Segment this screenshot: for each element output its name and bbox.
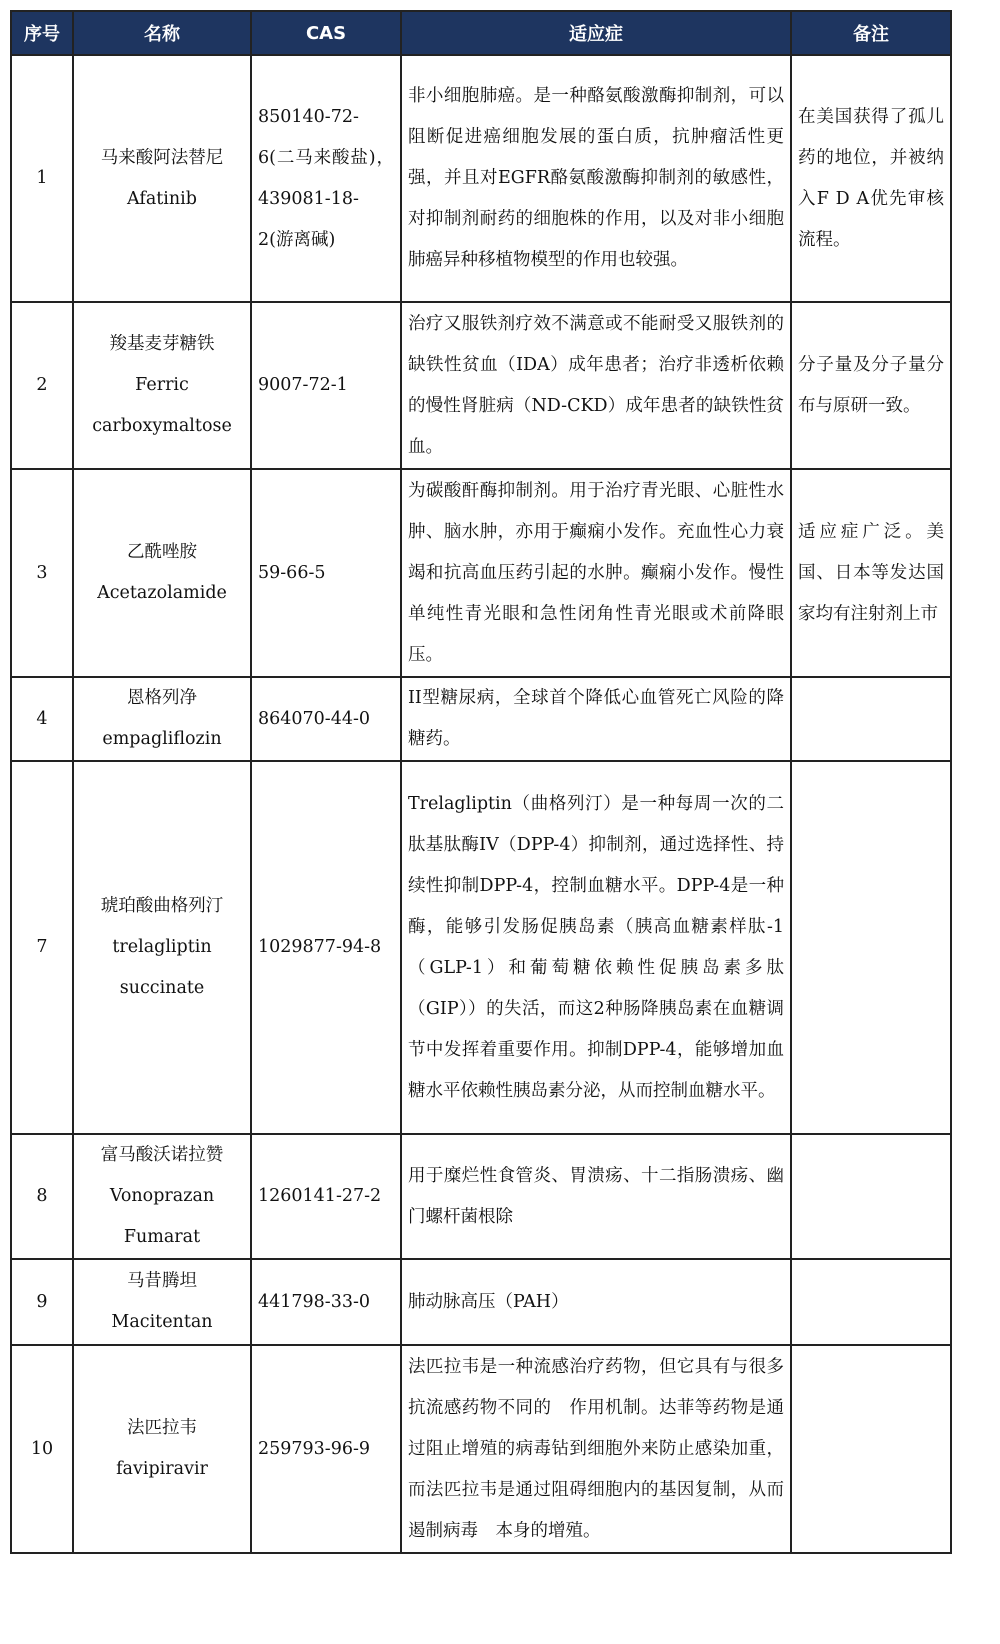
remark-text <box>791 677 951 761</box>
drug-name-cn: 琥珀酸曲格列汀 <box>100 896 224 916</box>
drug-name-cell <box>73 302 251 469</box>
cas-number: 1029877-94-8 <box>251 761 401 1134</box>
remark-text <box>791 761 951 1134</box>
drug-table <box>10 10 952 1554</box>
row-number: 3 <box>11 469 73 677</box>
header-indication: 适应症 <box>401 11 791 55</box>
drug-name-cn: 恩格列净 <box>127 688 197 708</box>
indication-text: 肺动脉高压（PAH） <box>401 1259 791 1345</box>
row-number: 9 <box>11 1259 73 1345</box>
drug-name-cell <box>73 1259 251 1345</box>
row-number: 1 <box>11 55 73 302</box>
indication-text: Trelagliptin（曲格列汀）是一种每周一次的二肽基肽酶IV（DPP-4）抑制剂，通过选择性、持续性抑制DPP-4，控制血糖水平。DPP-4是一种酶，能够引发肠促胰岛素（胰高血糖素样肽-1（GLP-1）和葡萄糖依赖性促胰岛素多肽（GIP））的失活，而这2种肠降胰岛素在血糖调节中发挥着重要作用。抑制DPP-4，能够增加血糖水平依赖性胰岛素分泌，从而控制血糖水平。 <box>401 761 791 1134</box>
drug-name-en: trelagliptin succinate <box>112 937 212 998</box>
indication-text: 法匹拉韦是一种流感治疗药物，但它具有与很多抗流感药物不同的 作用机制。达菲等药物是通过阻止增殖的病毒钻到细胞外来防止感染加重，而法匹拉韦是通过阻碍细胞内的基因复制，从而遏制病毒 本身的增殖。 <box>401 1345 791 1553</box>
header-no: 序号 <box>11 11 73 55</box>
remark-text: 适应症广泛。美国、日本等发达国家均有注射剂上市 <box>791 469 951 677</box>
drug-name-cn: 羧基麦芽糖铁 <box>109 334 215 354</box>
drug-name-cell <box>73 1345 251 1553</box>
cas-number: 1260141-27-2 <box>251 1134 401 1259</box>
table-row <box>11 1345 951 1553</box>
drug-name-cell <box>73 761 251 1134</box>
row-number: 7 <box>11 761 73 1134</box>
header-cas: CAS <box>251 11 401 55</box>
drug-name-cn: 法匹拉韦 <box>127 1418 197 1438</box>
remark-text: 在美国获得了孤儿药的地位，并被纳入F D A优先审核流程。 <box>791 55 951 302</box>
table-row <box>11 55 951 302</box>
table-row <box>11 1259 951 1345</box>
table-row <box>11 302 951 469</box>
header-name: 名称 <box>73 11 251 55</box>
drug-name-cell <box>73 469 251 677</box>
indication-text: 治疗又服铁剂疗效不满意或不能耐受又服铁剂的缺铁性贫血（IDA）成年患者；治疗非透析依赖的慢性肾脏病（ND-CKD）成年患者的缺铁性贫血。 <box>401 302 791 469</box>
row-number: 2 <box>11 302 73 469</box>
drug-name-en: Ferric carboxymaltose <box>92 375 232 436</box>
cas-number: 850140-72-6(二马来酸盐)，439081-18-2(游离碱) <box>251 55 401 302</box>
cas-number: 864070-44-0 <box>251 677 401 761</box>
drug-name-cell <box>73 55 251 302</box>
indication-text: 用于糜烂性食管炎、胃溃疡、十二指肠溃疡、幽门螺杆菌根除 <box>401 1134 791 1259</box>
table-row <box>11 469 951 677</box>
cas-number: 9007-72-1 <box>251 302 401 469</box>
row-number: 8 <box>11 1134 73 1259</box>
header-row <box>11 11 951 55</box>
drug-name-cell <box>73 1134 251 1259</box>
table-row <box>11 1134 951 1259</box>
indication-text: 非小细胞肺癌。是一种酪氨酸激酶抑制剂，可以阻断促进癌细胞发展的蛋白质，抗肿瘤活性更强，并且对EGFR酪氨酸激酶抑制剂的敏感性，对抑制剂耐药的细胞株的作用，以及对非小细胞肺癌异种移植物模型的作用也较强。 <box>401 55 791 302</box>
header-remark: 备注 <box>791 11 951 55</box>
drug-name-en: Vonoprazan Fumarat <box>109 1186 215 1247</box>
drug-name-en: Macitentan <box>111 1312 213 1332</box>
indication-text: II型糖尿病，全球首个降低心血管死亡风险的降糖药。 <box>401 677 791 761</box>
drug-name-en: empagliflozin <box>102 729 222 749</box>
cas-number: 441798-33-0 <box>251 1259 401 1345</box>
table-row <box>11 761 951 1134</box>
table-row <box>11 677 951 761</box>
drug-name-cn: 马来酸阿法替尼 <box>100 147 224 168</box>
drug-name-en: Acetazolamide <box>97 583 227 603</box>
remark-text <box>791 1259 951 1345</box>
drug-name-cell <box>73 677 251 761</box>
row-number: 4 <box>11 677 73 761</box>
cas-number: 259793-96-9 <box>251 1345 401 1553</box>
drug-name-cn: 富马酸沃诺拉赞 <box>100 1145 224 1165</box>
cas-number: 59-66-5 <box>251 469 401 677</box>
drug-name-cn: 乙酰唑胺 <box>127 542 197 562</box>
drug-name-cn: 马昔腾坦 <box>127 1271 197 1291</box>
drug-name-en: favipiravir <box>116 1459 208 1479</box>
remark-text <box>791 1345 951 1553</box>
remark-text <box>791 1134 951 1259</box>
drug-name-en: Afatinib <box>127 188 197 209</box>
indication-text: 为碳酸酐酶抑制剂。用于治疗青光眼、心脏性水肿、脑水肿，亦用于癫痫小发作。充血性心力衰竭和抗高血压药引起的水肿。癫痫小发作。慢性单纯性青光眼和急性闭角性青光眼或术前降眼压。 <box>401 469 791 677</box>
row-number: 10 <box>11 1345 73 1553</box>
remark-text: 分子量及分子量分布与原研一致。 <box>791 302 951 469</box>
